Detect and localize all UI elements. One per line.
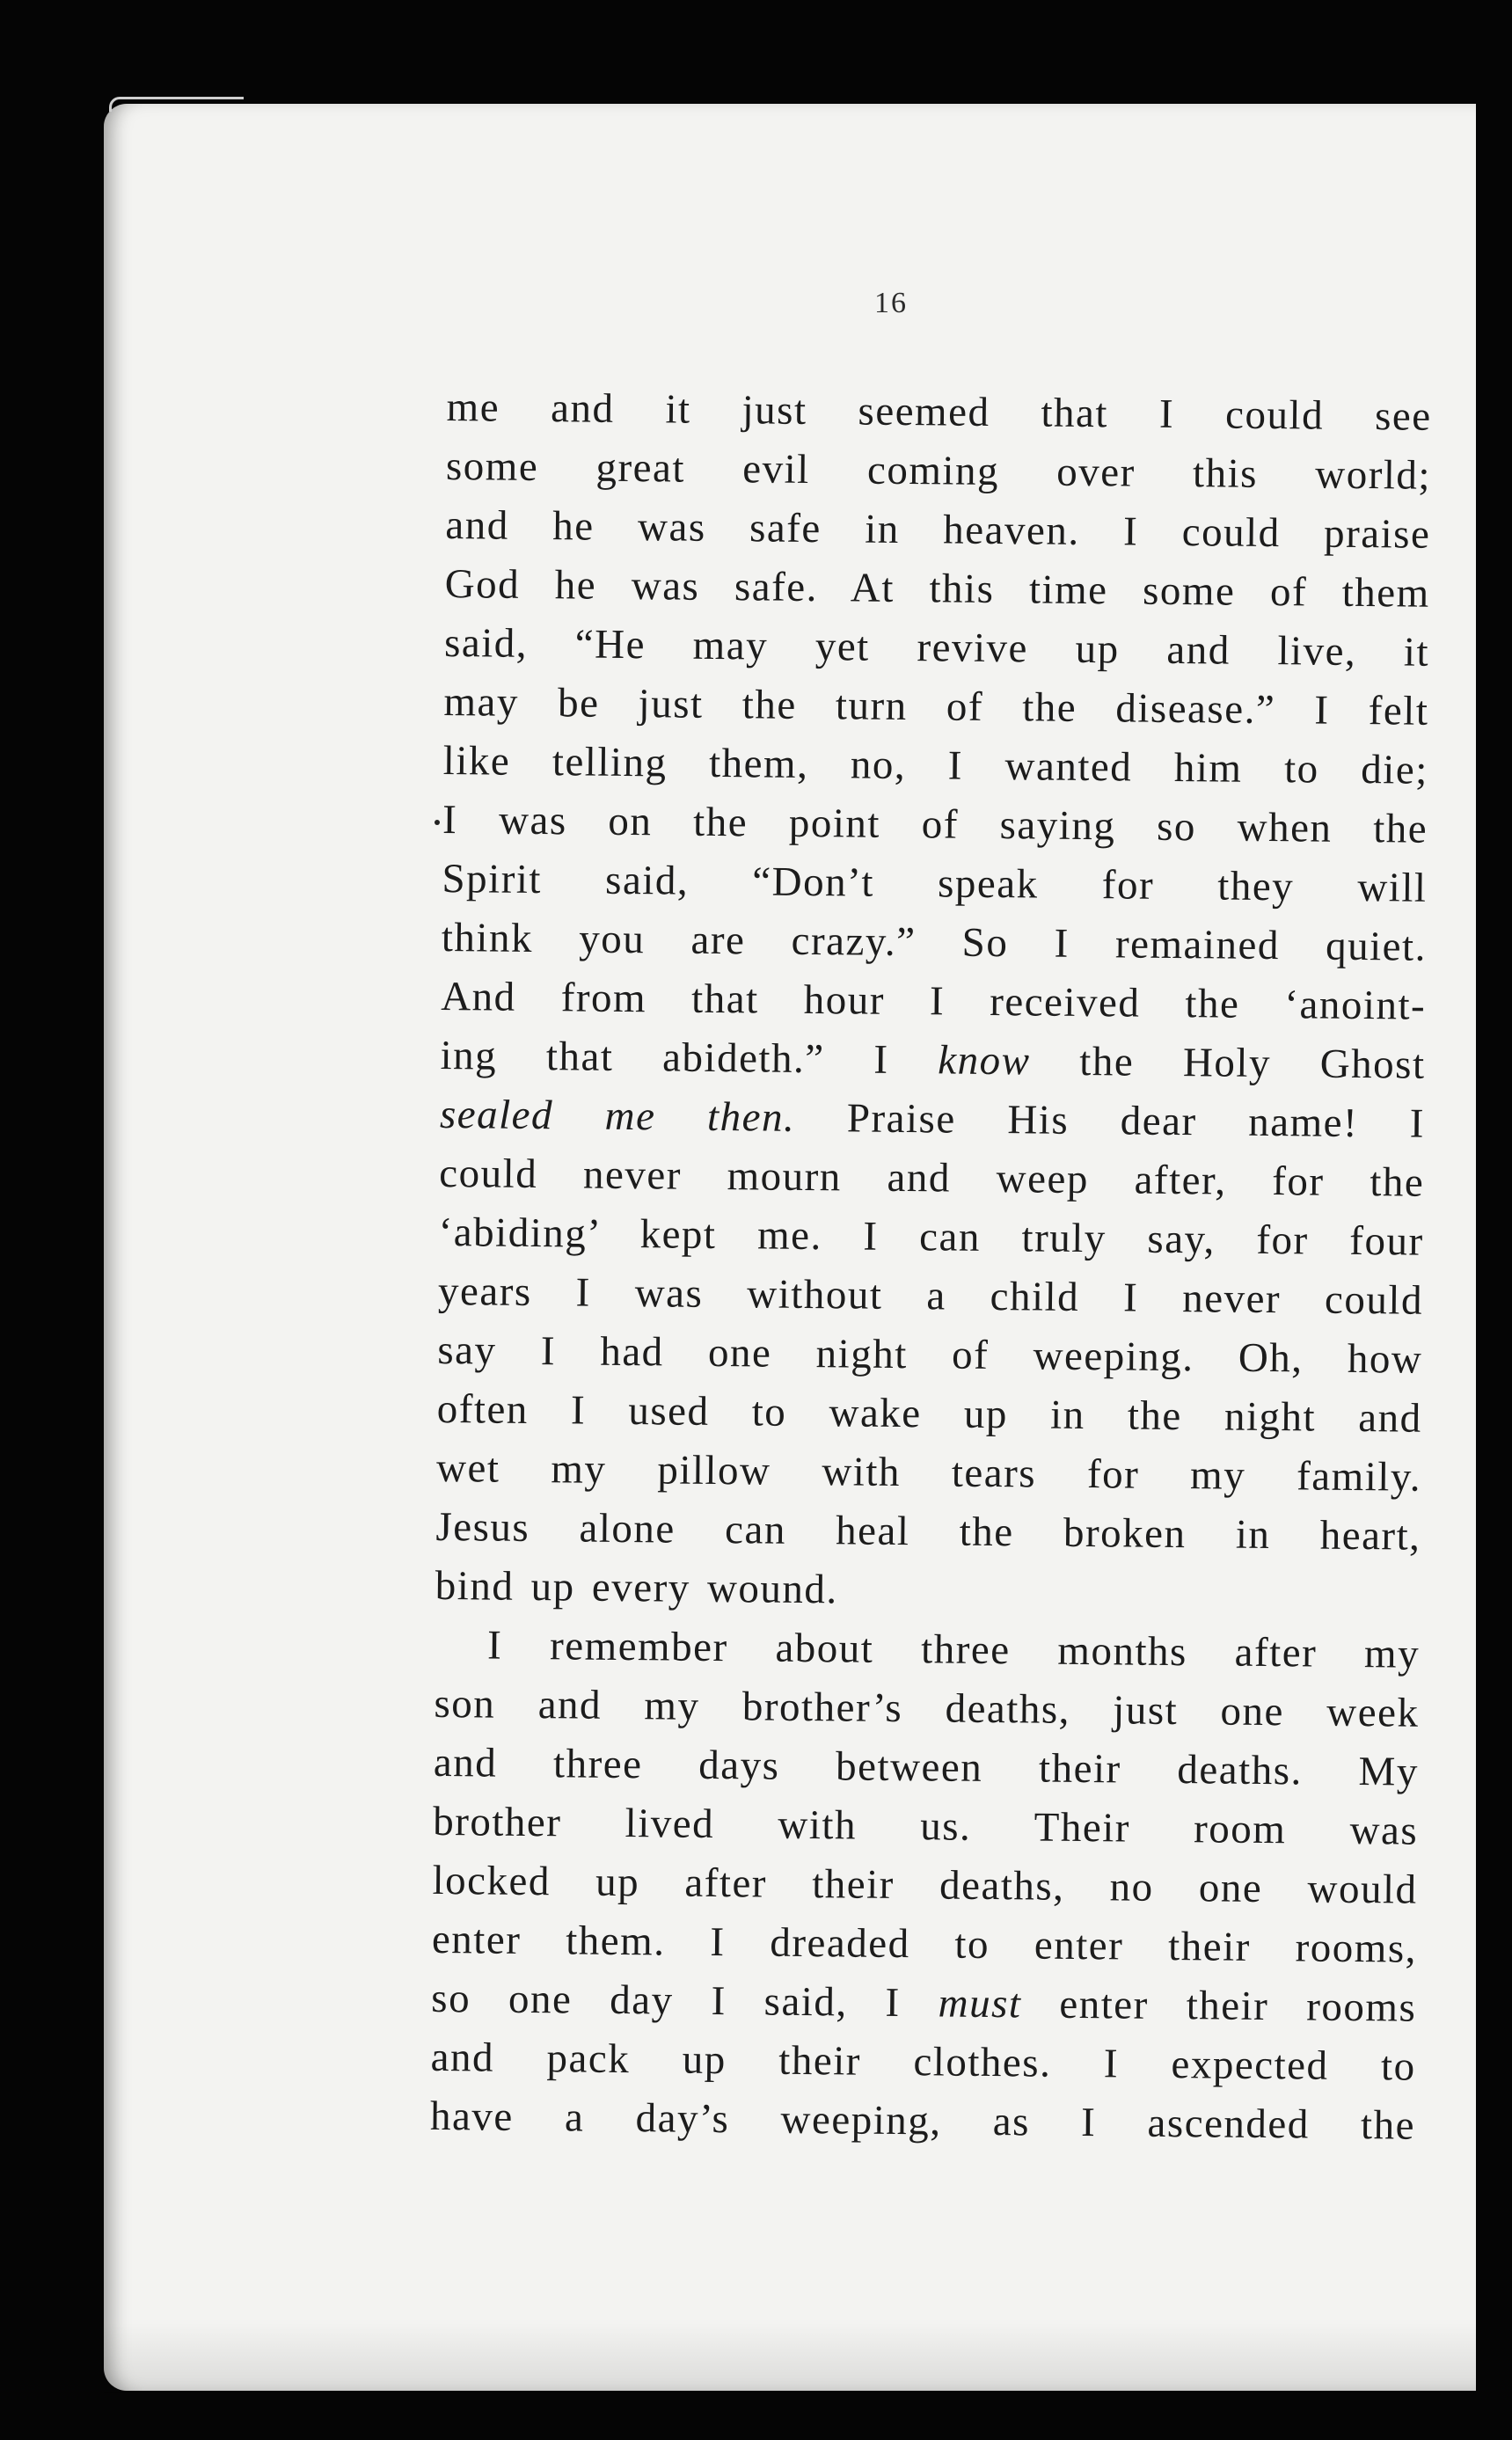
text-line: son and my brother’s deaths, just one week — [434, 1680, 1420, 1736]
text-line: me and it just seemed that I could see — [446, 384, 1432, 440]
text-line: think you are crazy.” So I remained quiet. — [441, 914, 1428, 970]
text-line: wet my pillow with tears for my family. — [435, 1444, 1422, 1501]
italic-word: know — [938, 1037, 1031, 1085]
text-line: enter them. I dreaded to enter their rooms, — [431, 1916, 1418, 1972]
text-line: locked up after their deaths, no one would — [432, 1857, 1418, 1913]
text-line: often I used to wake up in the night and — [436, 1385, 1422, 1442]
text-line: years I was without a child I never could — [437, 1267, 1424, 1324]
page-bottom-shade — [104, 2322, 1476, 2393]
text-line: brother lived with us. Their room was — [432, 1798, 1419, 1854]
text-line: ‘abiding’ kept me. I can truly say, for four — [438, 1209, 1424, 1265]
text-line: so one day I said, I must enter their rooms — [431, 1975, 1417, 2031]
text-line: some great evil coming over this world; — [445, 442, 1432, 499]
text-line: God he was safe. At this time some of them — [444, 560, 1430, 617]
page-corner-edge — [109, 97, 244, 112]
text-line: And from that hour I received the ‘anoint- — [441, 973, 1427, 1029]
italic-word: must — [938, 1980, 1022, 2027]
text-line: and three days between their deaths. My — [433, 1739, 1420, 1795]
text-line: said, “He may yet revive up and live, it — [443, 619, 1430, 676]
italic-phrase: sealed me then. — [439, 1091, 796, 1141]
margin-mark — [435, 820, 440, 825]
text-line: like telling them, no, I wanted him to die; — [442, 737, 1429, 793]
text-line: could never mourn and weep after, for the — [439, 1150, 1425, 1206]
text-line: and he was safe in heaven. I could praise — [445, 501, 1431, 558]
text-line: ing that abideth.” I know the Holy Ghost — [440, 1032, 1426, 1088]
text-line: bind up every wound. — [435, 1562, 838, 1613]
page-number: 16 — [874, 287, 908, 319]
text-line: and pack up their clothes. I expected to — [430, 2034, 1416, 2090]
text-line: Spirit said, “Don’t speak for they will — [442, 855, 1428, 911]
text-line: say I had one night of weeping. Oh, how — [437, 1326, 1423, 1383]
text-line: Jesus alone can heal the broken in heart, — [435, 1503, 1421, 1560]
text-line: have a day’s weeping, as I ascended the — [429, 2093, 1416, 2149]
text-line: sealed me then. Praise His dear name! I — [439, 1091, 1426, 1147]
text-line: I remember about three months after my — [486, 1622, 1421, 1677]
body-text — [430, 378, 1432, 2156]
text-line: may be just the turn of the disease.” I felt — [443, 678, 1429, 734]
text-line: I was on the point of saying so when the — [442, 796, 1428, 852]
